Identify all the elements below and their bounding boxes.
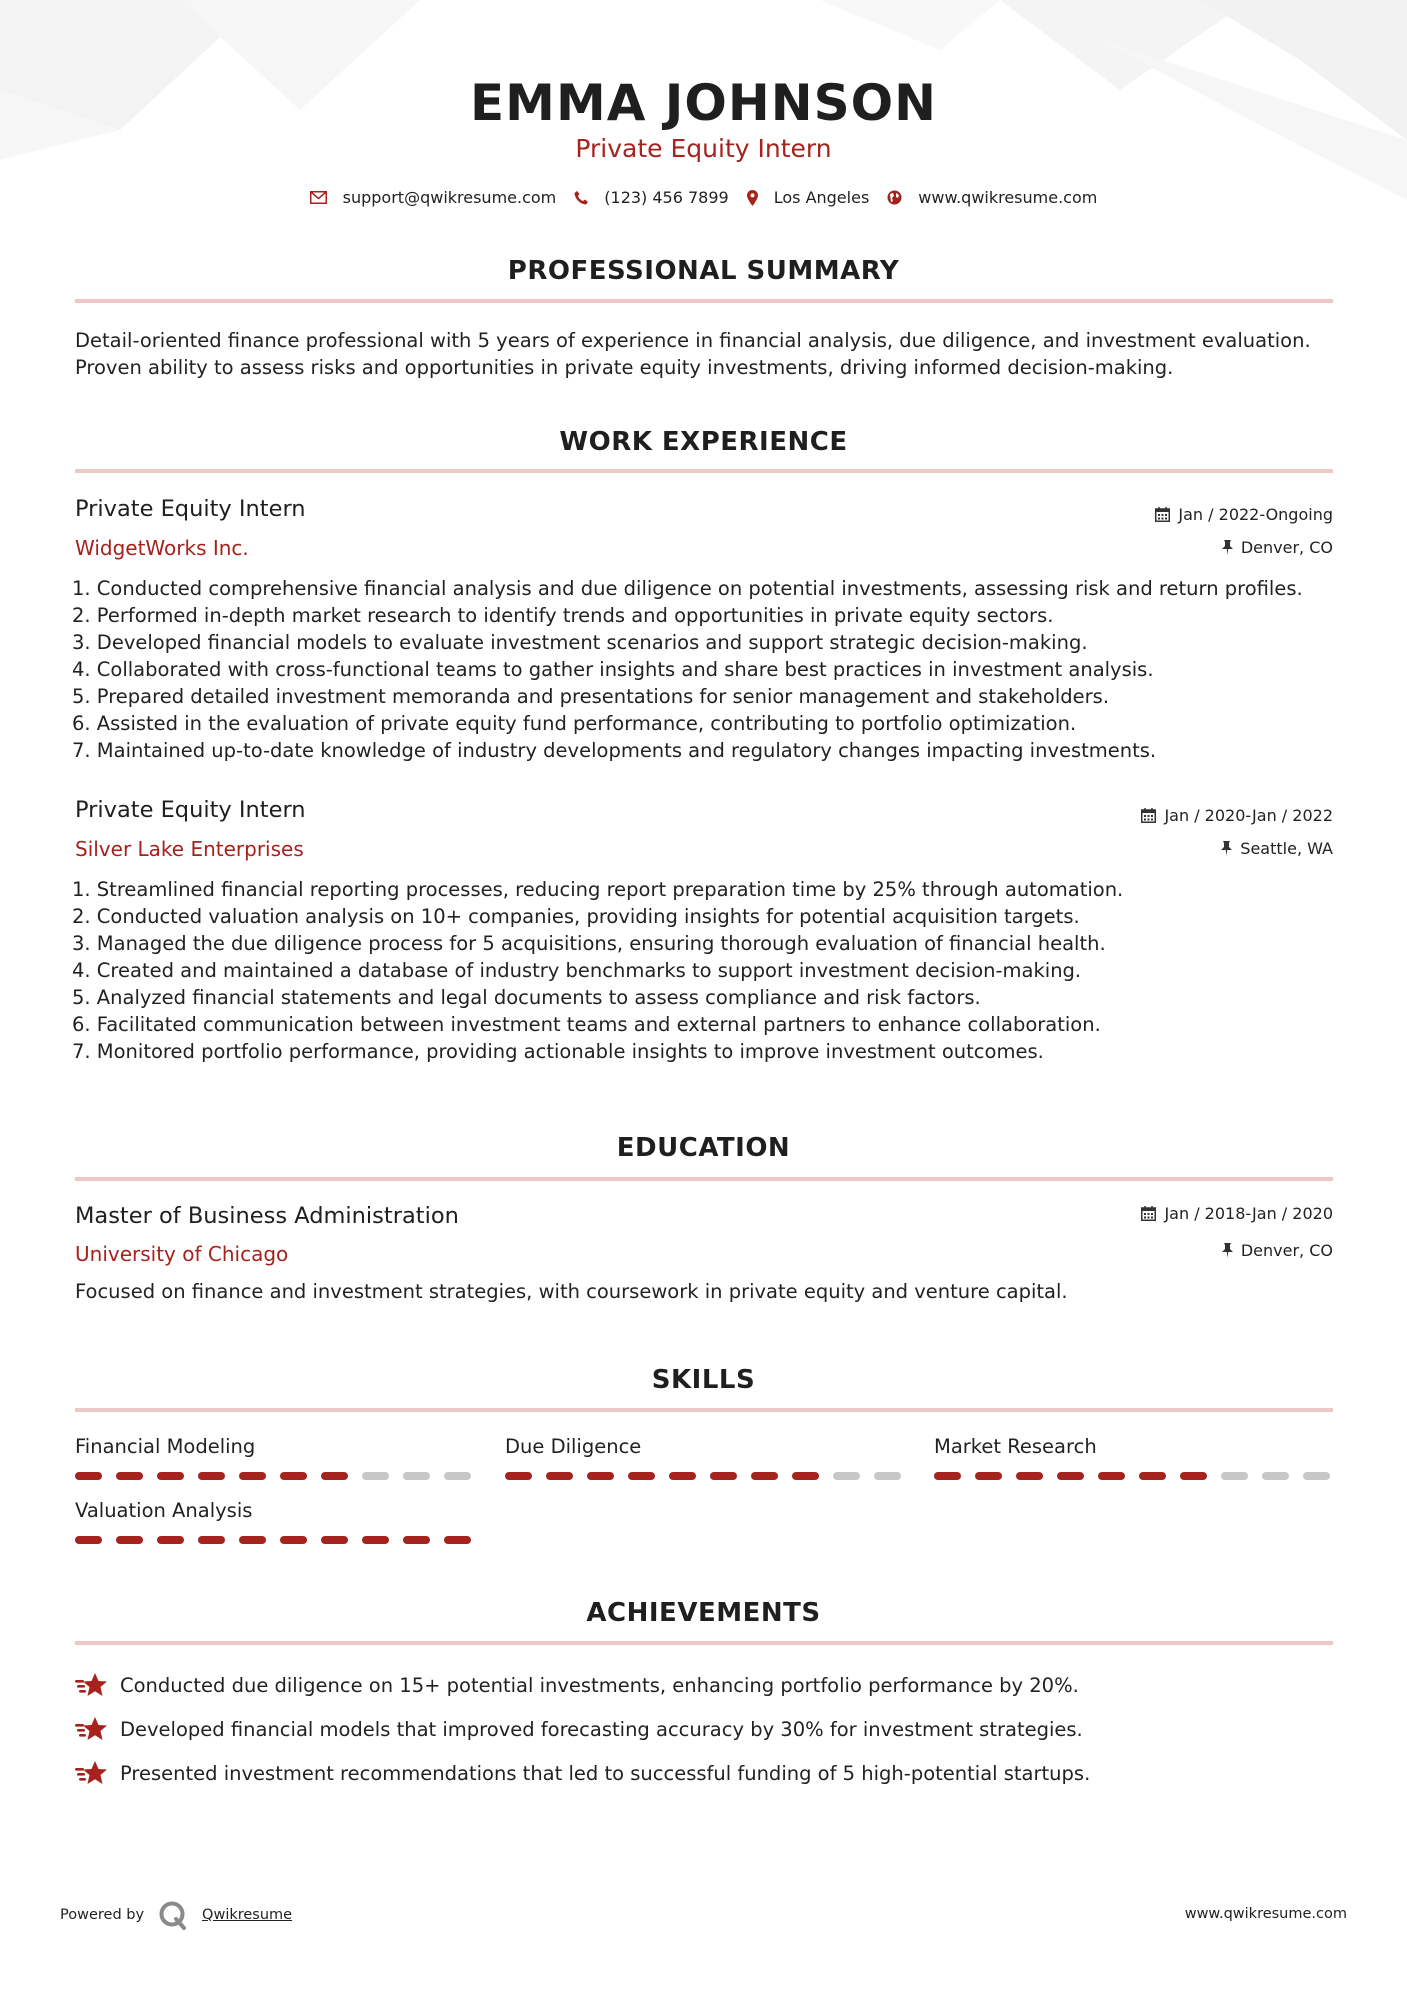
calendar-icon — [1141, 808, 1156, 823]
candidate-role: Private Equity Intern — [575, 134, 832, 163]
qwikresume-logo-icon — [158, 1900, 188, 1930]
skill-rating — [75, 1536, 471, 1544]
skill-dash-filled — [669, 1472, 696, 1480]
skill-dash-filled — [321, 1472, 348, 1480]
skill-dash-filled — [1016, 1472, 1043, 1480]
skill-dash-filled — [934, 1472, 961, 1480]
list-item: 4. Collaborated with cross-functional teams to gather insights and share best practices in investment analysis. — [72, 658, 1154, 681]
list-item: 5. Prepared detailed investment memoranda and presentations for senior management and stakeholders. — [72, 685, 1110, 708]
email-text: support@qwikresume.com — [342, 188, 557, 207]
list-item: 3. Developed financial models to evaluate investment scenarios and support strategic decision-making. — [72, 631, 1088, 654]
skill-dash-filled — [403, 1536, 430, 1544]
footer-powered-by — [60, 1900, 292, 1930]
skill-dash-filled — [157, 1472, 184, 1480]
calendar-icon — [1141, 1206, 1156, 1221]
achievement-text: Presented investment recommendations that led to successful funding of 5 high-potential startups. — [120, 1761, 1091, 1785]
skill-dash-empty — [874, 1472, 901, 1480]
contact-website[interactable] — [887, 188, 1097, 207]
summary-text — [75, 327, 1335, 381]
skill-rating — [505, 1472, 901, 1480]
skill-dash-filled — [321, 1536, 348, 1544]
skill-dash-empty — [362, 1472, 389, 1480]
job-title: Private Equity Intern — [75, 496, 306, 522]
achievements-heading: ACHIEVEMENTS — [586, 1598, 821, 1628]
education-heading: EDUCATION — [616, 1133, 791, 1163]
job-title: Private Equity Intern — [75, 797, 306, 823]
education-dates — [1141, 1204, 1333, 1223]
phone-text: (123) 456 7899 — [604, 188, 729, 207]
achievement-text: Conducted due diligence on 15+ potential investments, enhancing portfolio performance by 20%. — [120, 1673, 1079, 1697]
contact-location — [747, 188, 870, 207]
skill-dash-filled — [116, 1472, 143, 1480]
job-location — [1222, 538, 1333, 557]
skill-dash-filled — [1180, 1472, 1207, 1480]
education-location-text: Denver, CO — [1240, 1241, 1333, 1260]
achievements-divider — [75, 1641, 1333, 1645]
star-badge-icon — [75, 1760, 108, 1786]
summary-divider — [75, 299, 1333, 303]
skill-dash-filled — [75, 1472, 102, 1480]
degree-title: Master of Business Administration — [75, 1203, 459, 1229]
job-company: WidgetWorks Inc. — [75, 536, 249, 560]
education-description: Focused on finance and investment strategies, with coursework in private equity and venture capital. — [75, 1280, 1068, 1303]
contact-bar — [0, 188, 1407, 207]
brand-link[interactable]: Qwikresume — [202, 1907, 293, 1923]
skill-dash-filled — [362, 1536, 389, 1544]
skill-dash-empty — [444, 1472, 471, 1480]
phone-icon — [574, 190, 588, 205]
job-dates-text: Jan / 2020-Jan / 2022 — [1164, 806, 1333, 825]
powered-by-label: Powered by — [60, 1907, 145, 1923]
pushpin-icon — [1221, 841, 1232, 856]
skill-dash-filled — [1098, 1472, 1125, 1480]
summary-line: Proven ability to assess risks and opportunities in private equity investments, driving informed decision-making. — [75, 356, 1174, 379]
contact-phone[interactable] — [574, 188, 728, 207]
skill-dash-filled — [587, 1472, 614, 1480]
star-badge-icon — [75, 1672, 108, 1698]
skill-dash-filled — [239, 1472, 266, 1480]
list-item: 7. Monitored portfolio performance, providing actionable insights to improve investment outcomes. — [72, 1040, 1044, 1063]
job-dates — [1141, 806, 1333, 825]
skill-name: Financial Modeling — [75, 1435, 256, 1458]
skill-dash-filled — [546, 1472, 573, 1480]
skill-dash-filled — [444, 1536, 471, 1544]
website-text: www.qwikresume.com — [918, 188, 1098, 207]
skill-dash-filled — [975, 1472, 1002, 1480]
skill-dash-filled — [75, 1536, 102, 1544]
skill-dash-empty — [1303, 1472, 1330, 1480]
skill-name: Due Diligence — [505, 1435, 642, 1458]
job-dates — [1155, 505, 1333, 524]
skill-name: Market Research — [934, 1435, 1097, 1458]
job-location — [1221, 839, 1333, 858]
education-location — [1222, 1241, 1333, 1260]
list-item: 1. Streamlined financial reporting processes, reducing report preparation time by 25% through automation. — [72, 878, 1124, 901]
list-item: 2. Performed in-depth market research to identify trends and opportunities in private equity sectors. — [72, 604, 1054, 627]
skill-dash-empty — [1262, 1472, 1289, 1480]
star-badge-icon — [75, 1716, 108, 1742]
skill-dash-empty — [1221, 1472, 1248, 1480]
skill-dash-filled — [198, 1536, 225, 1544]
contact-email[interactable] — [310, 188, 557, 207]
footer-website[interactable]: www.qwikresume.com — [1184, 1906, 1347, 1922]
skill-dash-empty — [403, 1472, 430, 1480]
skills-heading: SKILLS — [651, 1365, 756, 1395]
pushpin-icon — [1222, 540, 1233, 555]
skill-rating — [934, 1472, 1330, 1480]
job-location-text: Denver, CO — [1240, 538, 1333, 557]
envelope-icon — [310, 191, 327, 204]
list-item: 5. Analyzed financial statements and legal documents to assess compliance and risk factors. — [72, 986, 981, 1009]
list-item: 1. Conducted comprehensive financial analysis and due diligence on potential investments, assessing risk and return profiles. — [72, 577, 1303, 600]
skill-dash-filled — [505, 1472, 532, 1480]
globe-icon — [887, 190, 902, 205]
pushpin-icon — [1222, 1243, 1233, 1258]
list-item: 6. Facilitated communication between investment teams and external partners to enhance collaboration. — [72, 1013, 1101, 1036]
education-divider — [75, 1177, 1333, 1181]
map-pin-icon — [747, 190, 758, 206]
achievement-item — [75, 1716, 1083, 1742]
skill-dash-filled — [628, 1472, 655, 1480]
summary-heading: PROFESSIONAL SUMMARY — [507, 256, 900, 286]
achievement-item — [75, 1672, 1079, 1698]
candidate-name: EMMA JOHNSON — [470, 74, 937, 132]
job-bullets — [72, 876, 1342, 1065]
list-item: 3. Managed the due diligence process for 5 acquisitions, ensuring thorough evaluation of financial health. — [72, 932, 1106, 955]
job-company: Silver Lake Enterprises — [75, 837, 304, 861]
skill-dash-filled — [239, 1536, 266, 1544]
skill-dash-filled — [157, 1536, 184, 1544]
job-dates-text: Jan / 2022-Ongoing — [1178, 505, 1333, 524]
list-item: 7. Maintained up-to-date knowledge of industry developments and regulatory changes impacting investments. — [72, 739, 1157, 762]
skill-dash-filled — [792, 1472, 819, 1480]
job-bullets — [72, 575, 1342, 764]
location-text: Los Angeles — [773, 188, 870, 207]
skills-divider — [75, 1408, 1333, 1412]
education-dates-text: Jan / 2018-Jan / 2020 — [1164, 1204, 1333, 1223]
skill-dash-filled — [1139, 1472, 1166, 1480]
achievement-item — [75, 1760, 1090, 1786]
school-name: University of Chicago — [75, 1242, 289, 1266]
experience-heading: WORK EXPERIENCE — [559, 427, 848, 457]
job-location-text: Seattle, WA — [1240, 839, 1333, 858]
list-item: 6. Assisted in the evaluation of private equity fund performance, contributing to portfolio optimization. — [72, 712, 1077, 735]
experience-divider — [75, 469, 1333, 473]
skill-dash-filled — [1057, 1472, 1084, 1480]
skill-dash-filled — [198, 1472, 225, 1480]
summary-line: Detail-oriented finance professional with 5 years of experience in financial analysis, due diligence, and investment evaluation. — [75, 329, 1311, 352]
skill-dash-filled — [116, 1536, 143, 1544]
list-item: 2. Conducted valuation analysis on 10+ companies, providing insights for potential acquisition targets. — [72, 905, 1080, 928]
achievement-text: Developed financial models that improved forecasting accuracy by 30% for investment strategies. — [120, 1717, 1083, 1741]
skill-dash-filled — [280, 1536, 307, 1544]
skill-rating — [75, 1472, 471, 1480]
skill-dash-empty — [833, 1472, 860, 1480]
skill-dash-filled — [710, 1472, 737, 1480]
skill-dash-filled — [751, 1472, 778, 1480]
skill-name: Valuation Analysis — [75, 1499, 253, 1522]
list-item: 4. Created and maintained a database of industry benchmarks to support investment decision-making. — [72, 959, 1082, 982]
skill-dash-filled — [280, 1472, 307, 1480]
calendar-icon — [1155, 507, 1170, 522]
